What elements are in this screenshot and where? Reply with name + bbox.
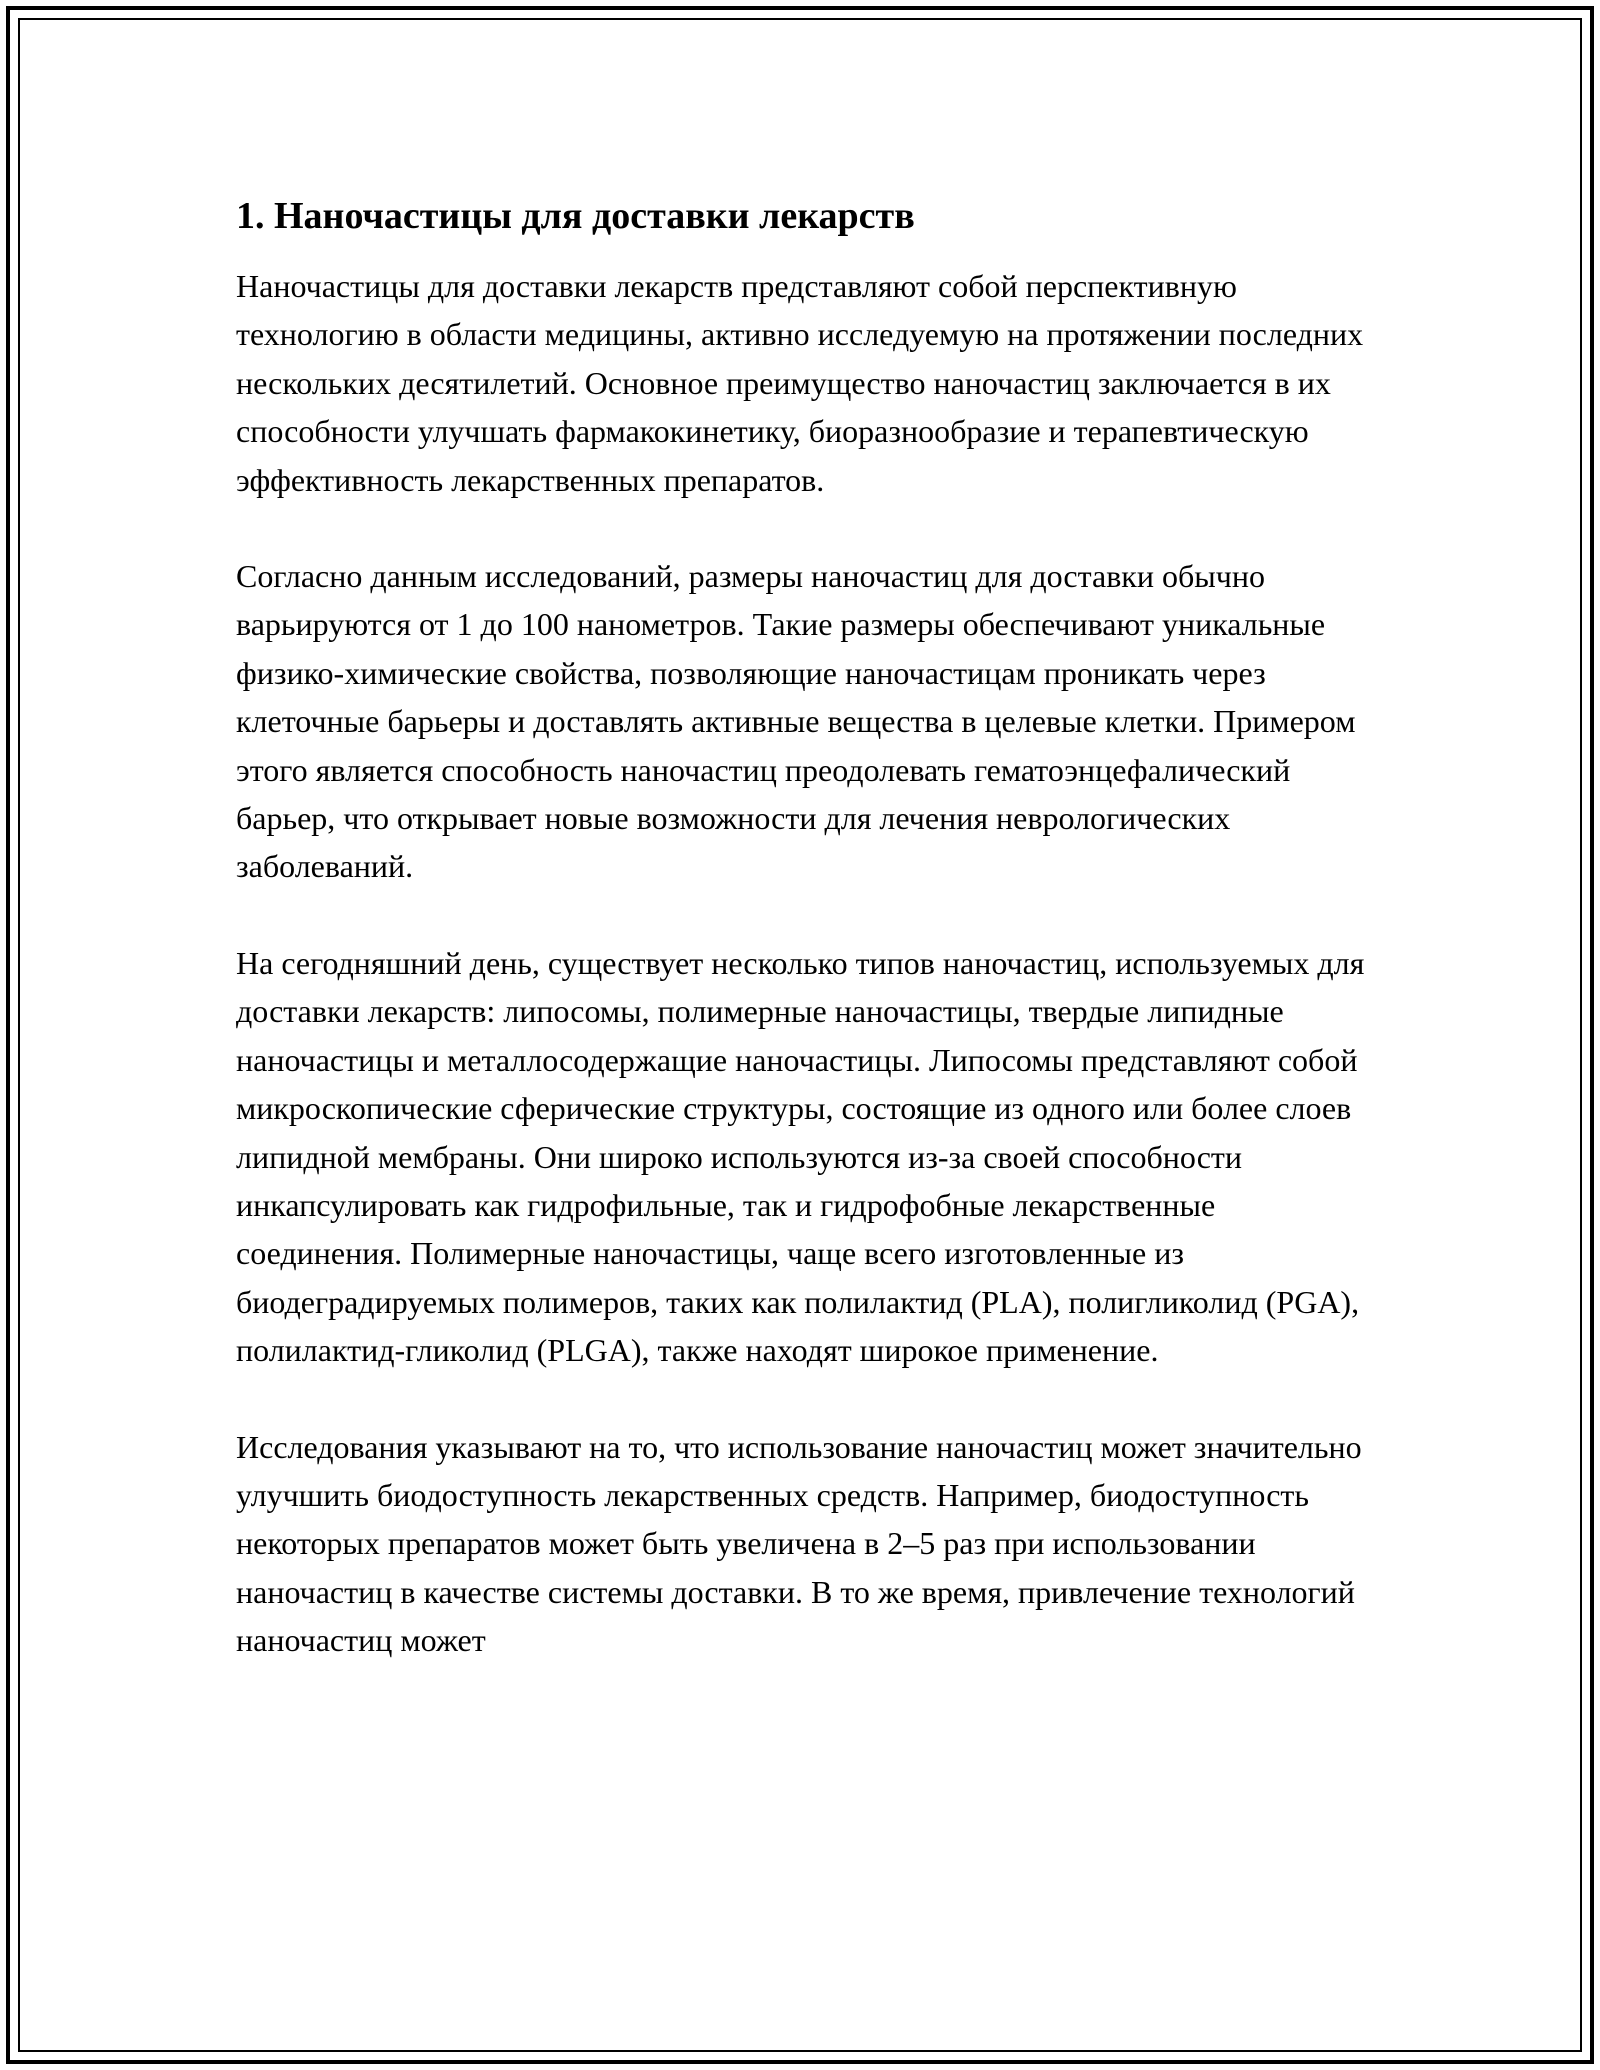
paragraph-bioavailability: Исследования указывают на то, что использование наночастиц может значительно улучшить биодоступность лекарственных средств. Например, биодоступность некоторых препаратов может быть увеличена в 2–5 раз при использовании наночастиц в качестве системы доставки. В то же время, привлечение технологий наночастиц может [236, 1428, 1362, 1659]
paragraph-intro: Наночастицы для доставки лекарств представляют собой перспективную технологию в области медицины, активно исследуемую на протяжении последних нескольких десятилетий. Основное преимущество наночастиц заключается в их способности улучшать фармакокинетику, биоразнообразие и терапевтическую эффективность лекарственных препаратов. [236, 268, 1364, 498]
paragraph-types: На сегодняшний день, существует несколько типов наночастиц, используемых для доставки лекарств: липосомы, полимерные наночастицы, твердые липидные наночастицы и металлосодержащие наночастицы. Липосомы представляют собой микроскопические сферические структуры, состоящие из одного или более слоев липидной мембраны. Они широко используются из-за своей способности инкапсулировать как гидрофильные, так и гидрофобные лекарственные соединения. Полимерные наночастицы, чаще всего изготовленные из биодеградируемых полимеров, таких как полилактид (PLA), полигликолид (PGA), полилактид-гликолид (PLGA), также находят широкое применение. [236, 944, 1365, 1369]
paragraph-sizes: Согласно данным исследований, размеры наночастиц для доставки обычно варьируются от 1 до 100 нанометров. Такие размеры обеспечивают уникальные физико-химические свойства, позволяющие наночастицам проникать через клеточные барьеры и доставлять активные вещества в целевые клетки. Примером этого является способность наночастиц преодолевать гематоэнцефалический барьер, что открывает новые возможности для лечения неврологических заболеваний. [236, 558, 1356, 885]
section-heading: 1. Наночастицы для доставки лекарств [236, 195, 915, 237]
document-body [236, 190, 1376, 1713]
